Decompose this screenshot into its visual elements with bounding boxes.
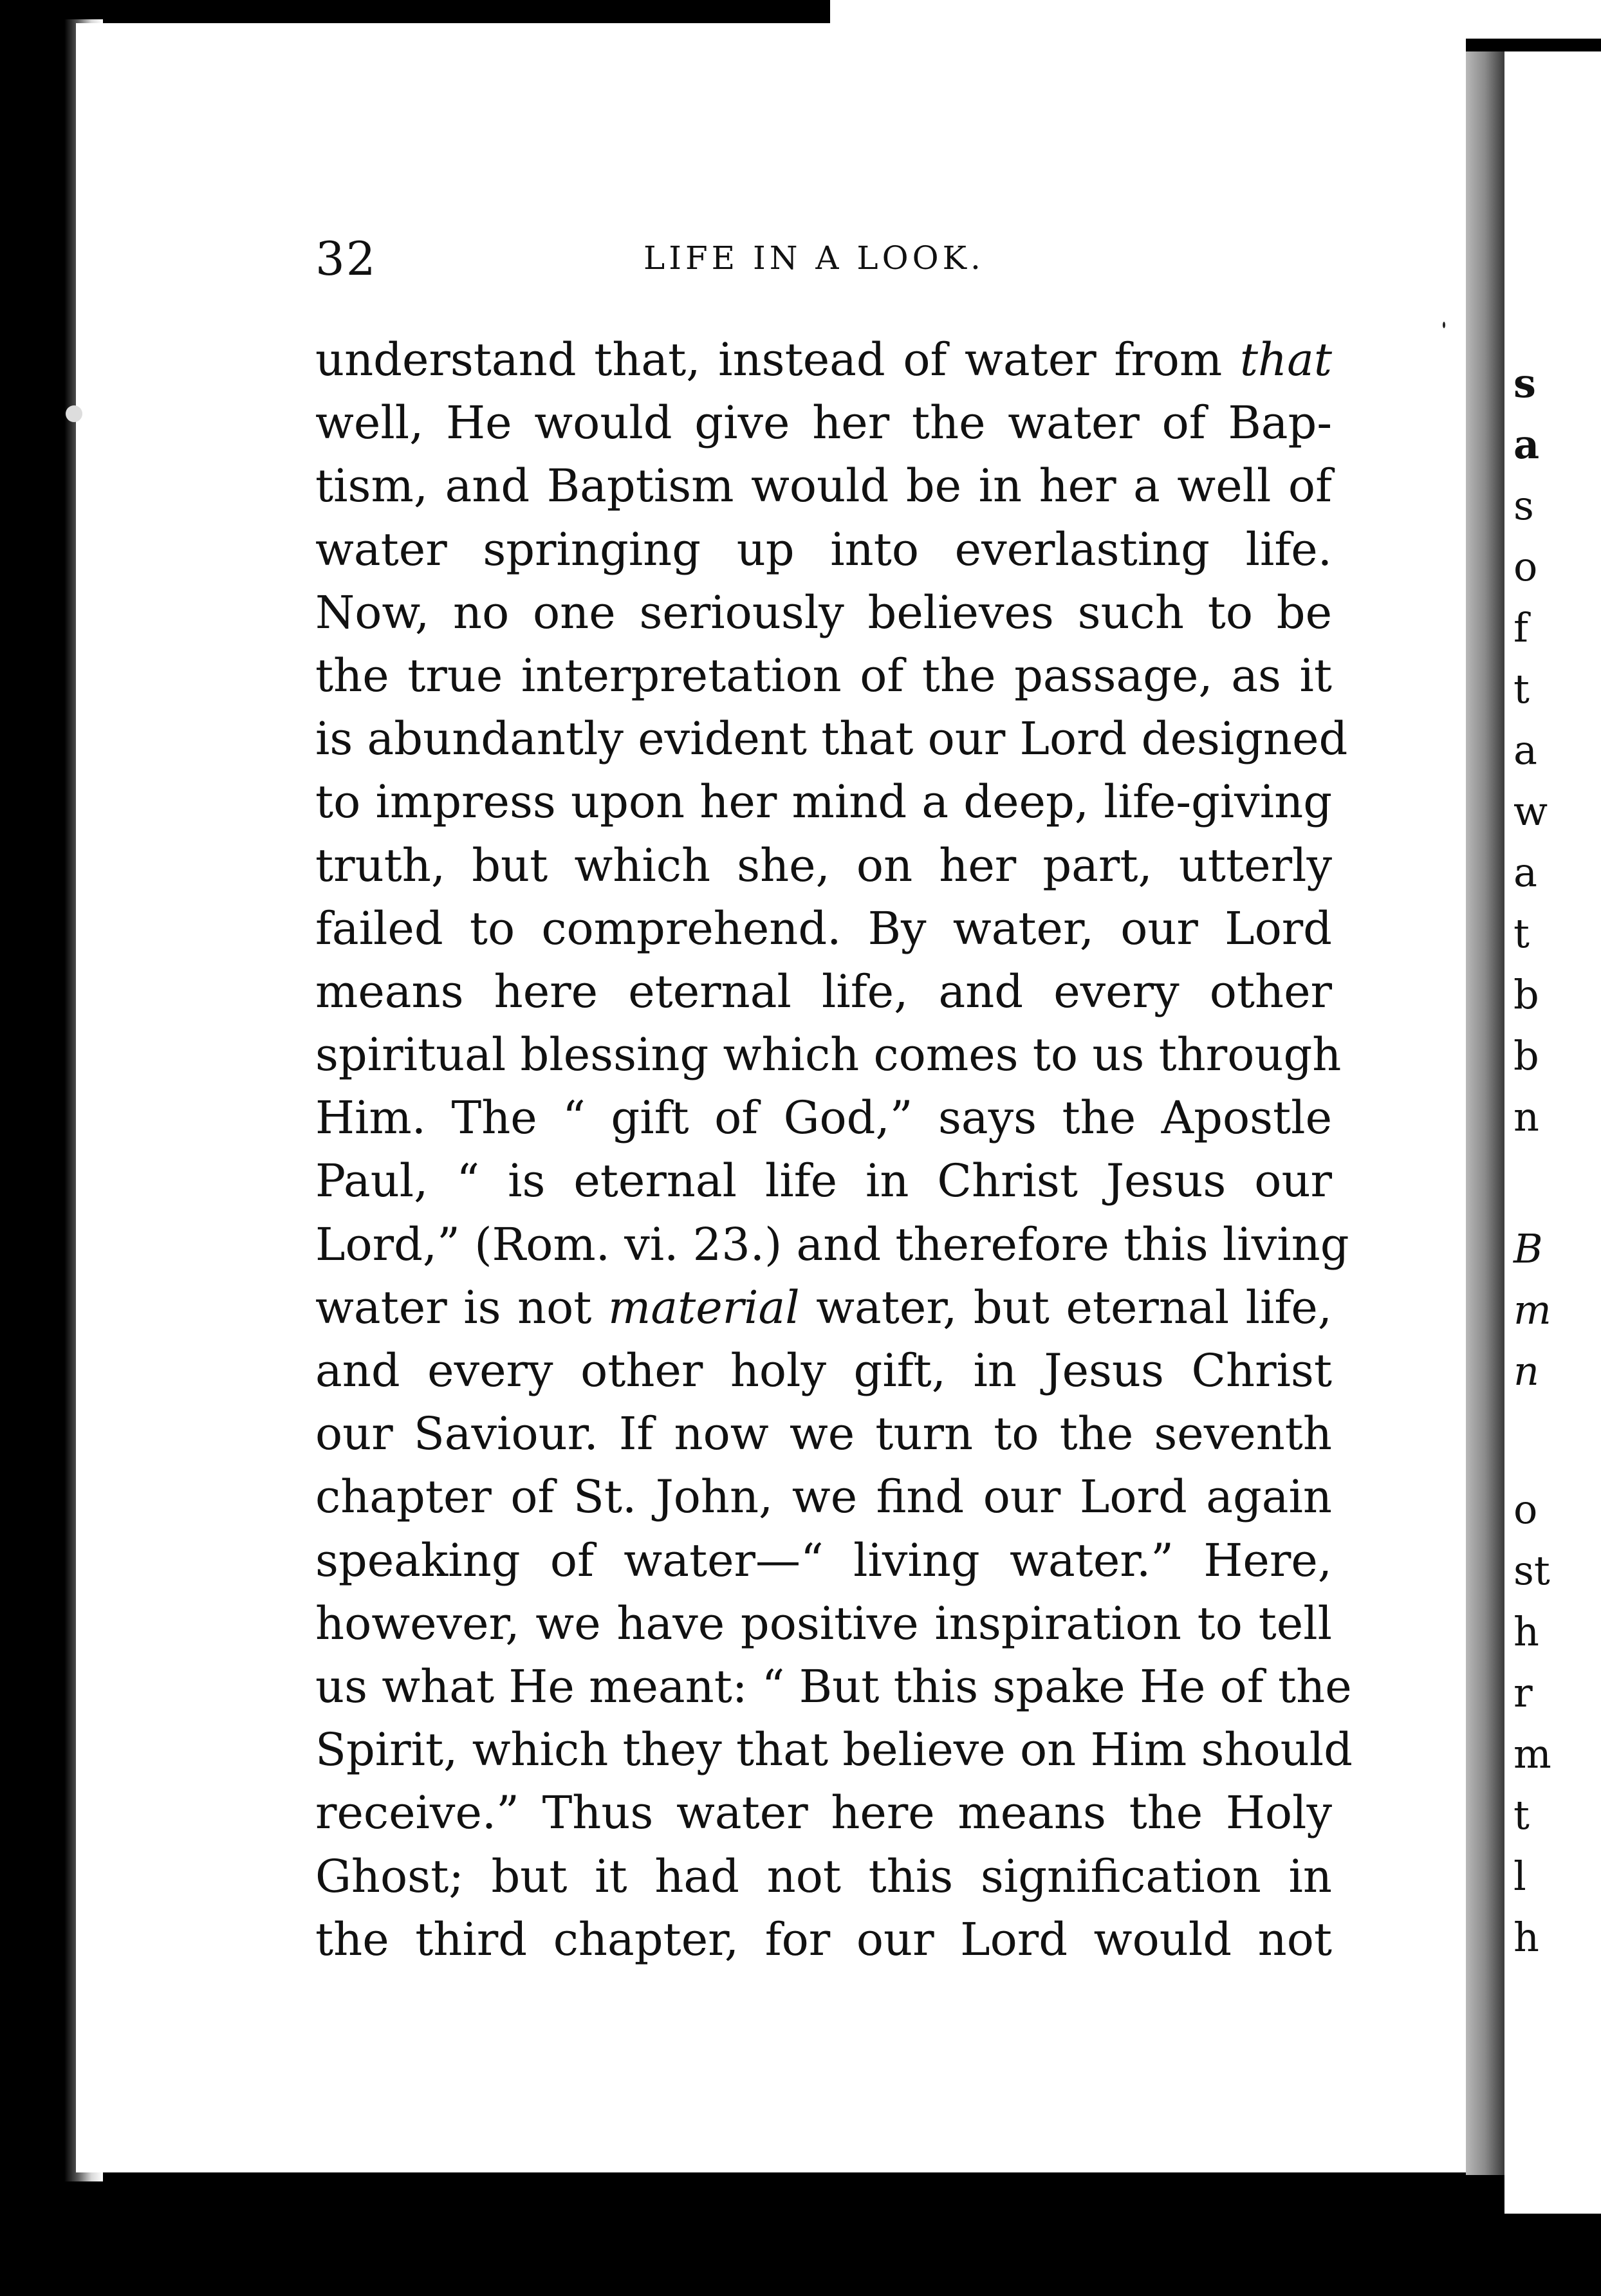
line-text: us what He meant: “ But this spake He of the (315, 1660, 1352, 1713)
text-line (315, 1276, 1332, 1339)
text-line (315, 518, 1332, 581)
line-text: our Saviour. If now we turn to the seventh (315, 1407, 1332, 1461)
text-line (315, 1339, 1332, 1402)
text-line (315, 897, 1332, 960)
facing-page-letter: r (1513, 1669, 1533, 1716)
line-text: Lord,” (Rom. vi. 23.) and therefore this living (315, 1217, 1349, 1271)
line-text: tism, and Baptism would be in her a well of (315, 459, 1332, 513)
facing-page-letter: m (1513, 1286, 1551, 1333)
text-line (315, 1213, 1349, 1276)
facing-page-letter: b (1513, 1032, 1539, 1079)
scan-speck (66, 405, 82, 422)
text-line (315, 1845, 1332, 1908)
facing-page-fragment (1504, 51, 1601, 2214)
text-line (315, 1529, 1332, 1592)
facing-page-letter: t (1513, 1791, 1530, 1838)
line-text: the true interpretation of the passage, as it (315, 649, 1332, 702)
text-line (315, 1655, 1352, 1718)
facing-page-letter: w (1513, 788, 1548, 835)
line-text: chapter of St. John, we find our Lord again (315, 1470, 1332, 1524)
line-text: water springing up into everlasting life. (315, 523, 1332, 576)
italic-word: that (1239, 333, 1332, 386)
text-line (315, 581, 1332, 644)
facing-page-letter: a (1513, 727, 1537, 773)
line-text: Now, no one seriously believes such to be (315, 586, 1332, 639)
text-line (315, 454, 1332, 517)
line-text: Him. The “ gift of God,” says the Apostle (315, 1091, 1332, 1145)
text-line (315, 1149, 1332, 1212)
facing-page-letter: t (1513, 665, 1530, 712)
line-text: is abundantly evident that our Lord designed (315, 712, 1348, 766)
line-text: to impress upon her mind a deep, life-giving (315, 775, 1332, 829)
line-text: means here eternal life, and every other (315, 965, 1332, 1018)
facing-page-letter: a (1513, 849, 1537, 896)
facing-page-letter: n (1513, 1093, 1539, 1140)
text-line (315, 1718, 1353, 1781)
text-line (315, 1908, 1332, 1971)
line-text: water, but eternal life, (799, 1281, 1332, 1334)
body-text (315, 328, 1353, 1971)
line-text: understand that, instead of water from (315, 333, 1240, 386)
facing-page-letter: h (1513, 1914, 1539, 1961)
text-line (315, 834, 1332, 897)
facing-page-letter: a (1513, 421, 1540, 468)
page-number: 32 (315, 232, 377, 286)
text-line (315, 770, 1332, 833)
facing-page-letter: f (1513, 604, 1528, 651)
scan-speck (1443, 322, 1445, 328)
text-line (315, 707, 1348, 770)
facing-page-letter: st (1513, 1547, 1550, 1594)
facing-page-letter: t (1513, 910, 1530, 957)
line-text: truth, but which she, on her part, utterly (315, 838, 1332, 892)
text-line (315, 1086, 1332, 1149)
facing-page-letter: o (1513, 1486, 1538, 1533)
line-text: however, we have positive inspiration to tell (315, 1597, 1332, 1650)
facing-page-letter: o (1513, 543, 1538, 590)
text-line (315, 1023, 1342, 1086)
line-text: spiritual blessing which comes to us through (315, 1028, 1342, 1082)
line-text: failed to comprehend. By water, our Lord (315, 902, 1332, 955)
text-line (315, 1465, 1332, 1528)
line-text: Spirit, which they that believe on Him should (315, 1723, 1353, 1777)
line-text: well, He would give her the water of Bap- (315, 396, 1332, 450)
text-line (315, 328, 1332, 391)
line-text: the third chapter, for our Lord would not (315, 1912, 1332, 1966)
facing-page-letter: l (1513, 1853, 1526, 1900)
facing-page-letter: h (1513, 1608, 1539, 1655)
facing-page-letter: B (1513, 1225, 1543, 1272)
text-line (315, 1402, 1332, 1465)
text-line (315, 644, 1332, 707)
facing-page-letter: m (1513, 1730, 1551, 1777)
running-title: LIFE IN A LOOK. (643, 239, 985, 277)
text-line (315, 960, 1332, 1023)
running-head (315, 232, 1332, 290)
page-edge-stack (1466, 51, 1504, 2175)
italic-word: material (607, 1281, 800, 1334)
line-text: receive.” Thus water here means the Holy (315, 1786, 1332, 1840)
text-line (315, 1592, 1332, 1655)
line-text: water is not (315, 1281, 608, 1334)
facing-page-letter: s (1513, 360, 1536, 407)
text-line (315, 391, 1332, 454)
line-text: Paul, “ is eternal life in Christ Jesus our (315, 1154, 1332, 1208)
facing-page-letter: b (1513, 971, 1539, 1018)
line-text: Ghost; but it had not this signification in (315, 1849, 1332, 1903)
facing-page-letter: s (1513, 482, 1534, 529)
text-line (315, 1781, 1332, 1844)
facing-page-letter: n (1513, 1347, 1539, 1394)
line-text: speaking of water—“ living water.” Here, (315, 1533, 1332, 1587)
line-text: and every other holy gift, in Jesus Christ (315, 1344, 1332, 1397)
